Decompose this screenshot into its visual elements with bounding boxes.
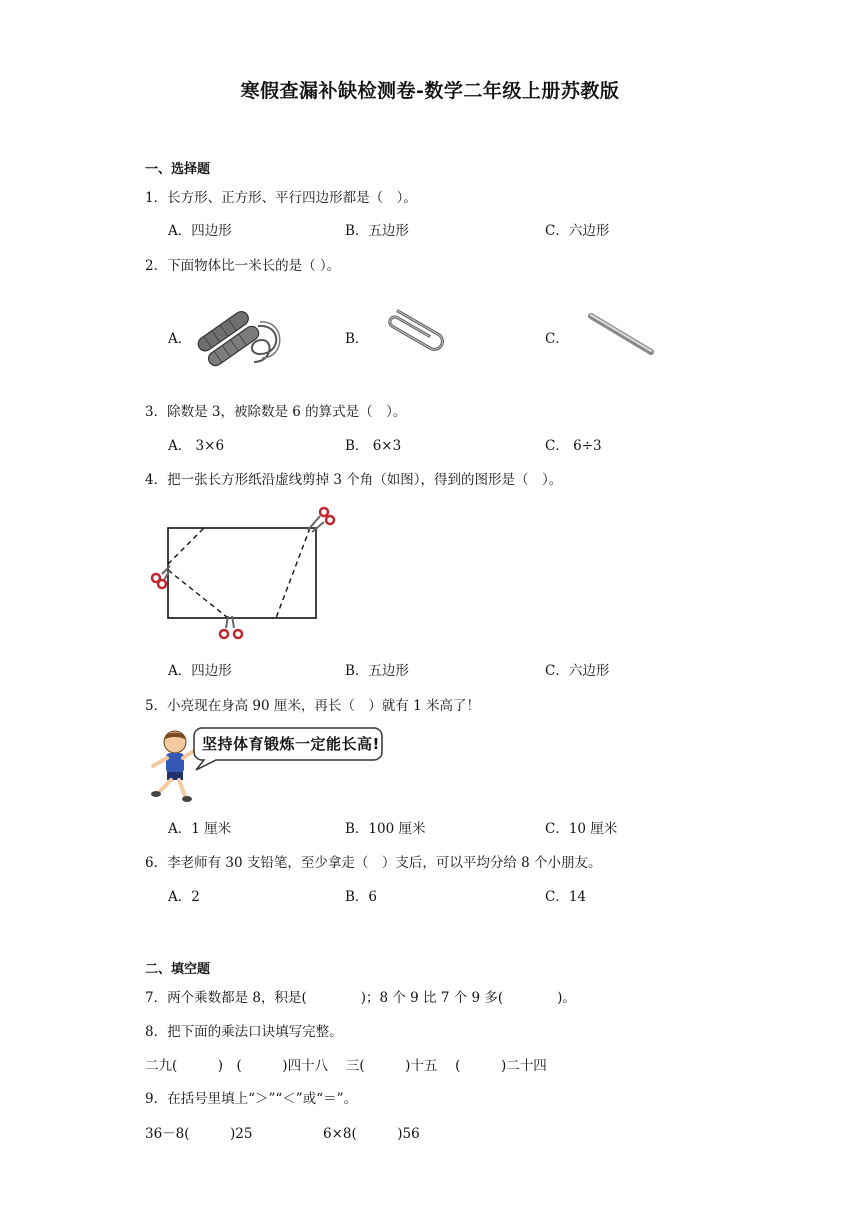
q4-option-a[interactable]: A．四边形	[168, 663, 232, 679]
q6-option-c[interactable]: C．14	[545, 889, 587, 905]
stick-image	[585, 308, 660, 360]
q1-option-b[interactable]: B．五边形	[345, 223, 409, 239]
q4-option-b[interactable]: B．五边形	[345, 663, 409, 679]
paper-clip-image	[380, 302, 450, 357]
speech-bubble-text: 坚持体育锻炼一定能长高!	[202, 735, 380, 753]
question-1: 1．长方形、正方形、平行四边形都是（ ）。	[145, 190, 417, 206]
question-5: 5．小亮现在身高 90 厘米，再长（ ）就有 1 米高了！	[145, 698, 481, 714]
question-4: 4．把一张长方形纸沿虚线剪掉 3 个角（如图），得到的图形是（ ）。	[145, 472, 563, 488]
q4-option-c[interactable]: C．六边形	[545, 663, 610, 679]
q6-option-a[interactable]: A．2	[168, 889, 200, 905]
q9-compare-2: 6×8( )56	[323, 1126, 420, 1142]
question-2: 2．下面物体比一米长的是（ ）。	[145, 258, 341, 274]
q5-option-c[interactable]: C．10 厘米	[545, 821, 618, 837]
question-3: 3．除数是 3，被除数是 6 的算式是（ ）。	[145, 404, 407, 420]
q1-option-c[interactable]: C．六边形	[545, 223, 610, 239]
section-choice-heading: 一、选择题	[145, 162, 211, 177]
q5-option-a[interactable]: A．1 厘米	[168, 821, 232, 837]
q9-compare-1: 36－8( )25	[145, 1126, 253, 1142]
section-fill-heading: 二、填空题	[145, 962, 211, 977]
q5-option-b[interactable]: B．100 厘米	[345, 821, 426, 837]
rectangle-cut-figure	[140, 500, 350, 650]
page-title: 寒假查漏补缺检测卷-数学二年级上册苏教版	[240, 80, 620, 102]
scissors-icon	[220, 616, 242, 638]
q6-option-b[interactable]: B．6	[345, 889, 378, 905]
question-7: 7．两个乘数都是 8，积是( )；8 个 9 比 7 个 9 多( )。	[145, 990, 576, 1006]
q2-option-b[interactable]: B．	[345, 331, 369, 347]
q2-option-a[interactable]: A．	[168, 331, 192, 347]
q2-option-c[interactable]: C．	[545, 331, 569, 347]
q3-option-a[interactable]: A． 3×6	[168, 438, 225, 454]
q8-blank-line: 二九( ) ( )四十八 三( )十五 ( )二十四	[145, 1058, 547, 1074]
question-9: 9．在括号里填上“＞”“＜”或“＝”。	[145, 1091, 357, 1107]
q3-option-b[interactable]: B． 6×3	[345, 438, 402, 454]
q1-option-a[interactable]: A．四边形	[168, 223, 232, 239]
question-8: 8．把下面的乘法口诀填写完整。	[145, 1024, 343, 1040]
question-6: 6．李老师有 30 支铅笔，至少拿走（ ）支后，可以平均分给 8 个小朋友。	[145, 855, 602, 871]
q3-option-c[interactable]: C． 6÷3	[545, 438, 602, 454]
jump-rope-image	[190, 296, 285, 371]
